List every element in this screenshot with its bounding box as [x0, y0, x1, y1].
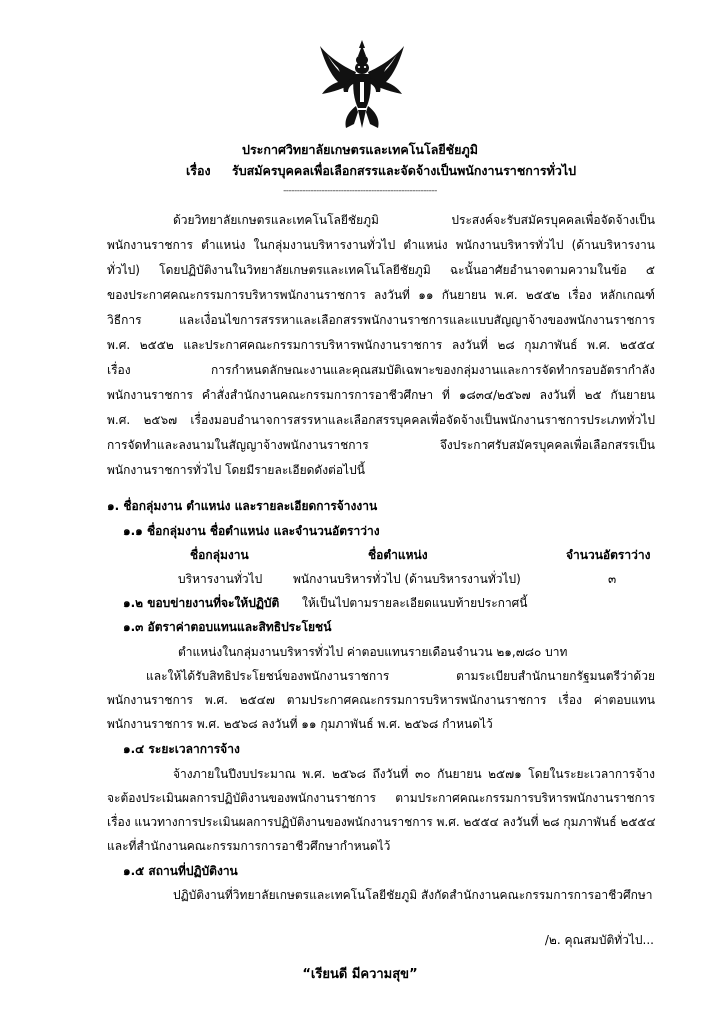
section-1-3-heading: ๑.๓ อัตราค่าตอบแทนและสิทธิประโยชน์ [123, 620, 332, 634]
announcement-title: ประกาศวิทยาลัยเกษตรและเทคโนโลยีชัยภูมิ [242, 142, 478, 157]
intro-line: เรื่อง การกำหนดลักษณะงานและคุณสมบัติเฉพาะของกลุ่มงานและการจัดทำกรอบอัตรากำลัง [107, 363, 655, 377]
intro-line: การจัดทำและลงนามในสัญญาจ้างพนักงานราชการ จึงประกาศรับสมัครบุคคลเพื่อเลือกสรรเป็น [107, 438, 655, 452]
section-1-4-line: จ้างภายในปีงบประมาณ พ.ศ. ๒๕๖๘ ถึงวันที่ ๓๐ กันยายน ๒๕๗๑ โดยในระยะเวลาการจ้าง [173, 767, 655, 781]
table-cell-position: พนักงานบริหารทั่วไป (ด้านบริหารงานทั่วไป) [293, 572, 521, 586]
title-divider: -------------------------------------------------------- [283, 186, 437, 196]
section-1-3-line: ตำแหน่งในกลุ่มงานบริหารทั่วไป ค่าตอบแทนรายเดือนจำนวน ๒๑,๗๘๐ บาท [178, 645, 568, 659]
intro-line: พ.ศ. ๒๕๕๒ และประกาศคณะกรรมการบริหารพนักงานราชการ ลงวันที่ ๒๘ กุมภาพันธ์ พ.ศ. ๒๕๕๔ [107, 338, 655, 352]
college-motto: “เรียนดี มีความสุข” [302, 967, 418, 982]
garuda-emblem-icon [318, 38, 406, 130]
intro-line: วิธีการ และเงื่อนไขการสรรหาและเลือกสรรพนักงานราชการและแบบสัญญาจ้างของพนักงานราชการ [107, 313, 655, 327]
table-cell-vacancies: ๓ [608, 572, 617, 586]
next-page-reference: /๒. คุณสมบัติทั่วไป... [544, 933, 654, 947]
subject-text: รับสมัครบุคคลเพื่อเลือกสรรและจัดจ้างเป็นพนักงานราชการทั่วไป [232, 163, 577, 178]
table-header-vacancies: จำนวนอัตราว่าง [566, 548, 651, 562]
intro-line: ของประกาศคณะกรรมการบริหารพนักงานราชการ ลงวันที่ ๑๑ กันยายน พ.ศ. ๒๕๕๒ เรื่อง หลักเกณฑ์ [107, 288, 655, 302]
intro-line: ทั่วไป) โดยปฏิบัติงานในวิทยาลัยเกษตรและเทคโนโลยีชัยภูมิ ฉะนั้นอาศัยอำนาจตามความในข้อ ๕ [107, 263, 655, 277]
intro-line: พนักงานราชการทั่วไป โดยมีรายละเอียดดังต่อไปนี้ [107, 463, 365, 477]
section-1-2-heading: ๑.๒ ขอบข่ายงานที่จะให้ปฏิบัติ [123, 596, 280, 610]
intro-line: พ.ศ. ๒๕๖๗ เรื่องมอบอำนาจการสรรหาและเลือกสรรบุคคลเพื่อจัดจ้างเป็นพนักงานราชการประเภททั่วไป [107, 413, 655, 427]
section-1-5-text: ปฏิบัติงานที่วิทยาลัยเกษตรและเทคโนโลยีชัยภูมิ สังกัดสำนักงานคณะกรรมการการอาชีวศึกษา [173, 888, 653, 902]
intro-line: พนักงานราชการ คำสั่งสำนักงานคณะกรรมการการอาชีวศึกษา ที่ ๑๘๓๔/๒๕๖๗ ลงวันที่ ๒๕ กันยายน [107, 388, 655, 402]
section-1-heading: ๑. ชื่อกลุ่มงาน ตำแหน่ง และรายละเอียดการจ้างงาน [107, 499, 378, 513]
table-header-position: ชื่อตำแหน่ง [368, 548, 428, 562]
section-1-3-line: และให้ได้รับสิทธิประโยชน์ของพนักงานราชการ ตามระเบียบสำนักนายกรัฐมนตรีว่าด้วย [146, 669, 655, 683]
intro-line: ด้วยวิทยาลัยเกษตรและเทคโนโลยีชัยภูมิ ประสงค์จะรับสมัครบุคคลเพื่อจัดจ้างเป็น [173, 213, 655, 227]
section-1-4-line: และที่สำนักงานคณะกรรมการการอาชีวศึกษากำหนดไว้ [107, 839, 391, 853]
section-1-1-heading: ๑.๑ ชื่อกลุ่มงาน ชื่อตำแหน่ง และจำนวนอัตราว่าง [123, 524, 380, 538]
section-1-3-line: พนักงานราชการ พ.ศ. ๒๕๖๘ ลงวันที่ ๑๑ กุมภาพันธ์ พ.ศ. ๒๕๖๘ กำหนดไว้ [107, 717, 493, 731]
section-1-4-line: เรื่อง แนวทางการประเมินผลการปฏิบัติงานของพนักงานราชการ พ.ศ. ๒๕๕๔ ลงวันที่ ๒๘ กุมภาพันธ์ ๒๕๕๔ [107, 815, 656, 829]
section-1-4-line: จะต้องประเมินผลการปฏิบัติงานของพนักงานราชการ ตามประกาศคณะกรรมการบริหารพนักงานราชการ [107, 791, 655, 805]
intro-line: พนักงานราชการ ตำแหน่ง ในกลุ่มงานบริหารงานทั่วไป ตำแหน่ง พนักงานบริหารทั่วไป (ด้านบริหารงาน [107, 238, 655, 252]
table-cell-group: บริหารงานทั่วไป [178, 572, 263, 586]
table-header-group: ชื่อกลุ่มงาน [190, 548, 249, 562]
section-1-5-heading: ๑.๕ สถานที่ปฏิบัติงาน [123, 864, 238, 878]
section-1-3-line: พนักงานราชการ พ.ศ. ๒๕๔๗ ตามประกาศคณะกรรมการบริหารพนักงานราชการ เรื่อง ค่าตอบแทน [107, 693, 655, 707]
subject-label: เรื่อง [186, 163, 211, 178]
section-1-4-heading: ๑.๔ ระยะเวลาการจ้าง [123, 742, 240, 756]
section-1-2-text: ให้เป็นไปตามรายละเอียดแนบท้ายประกาศนี้ [302, 596, 528, 610]
